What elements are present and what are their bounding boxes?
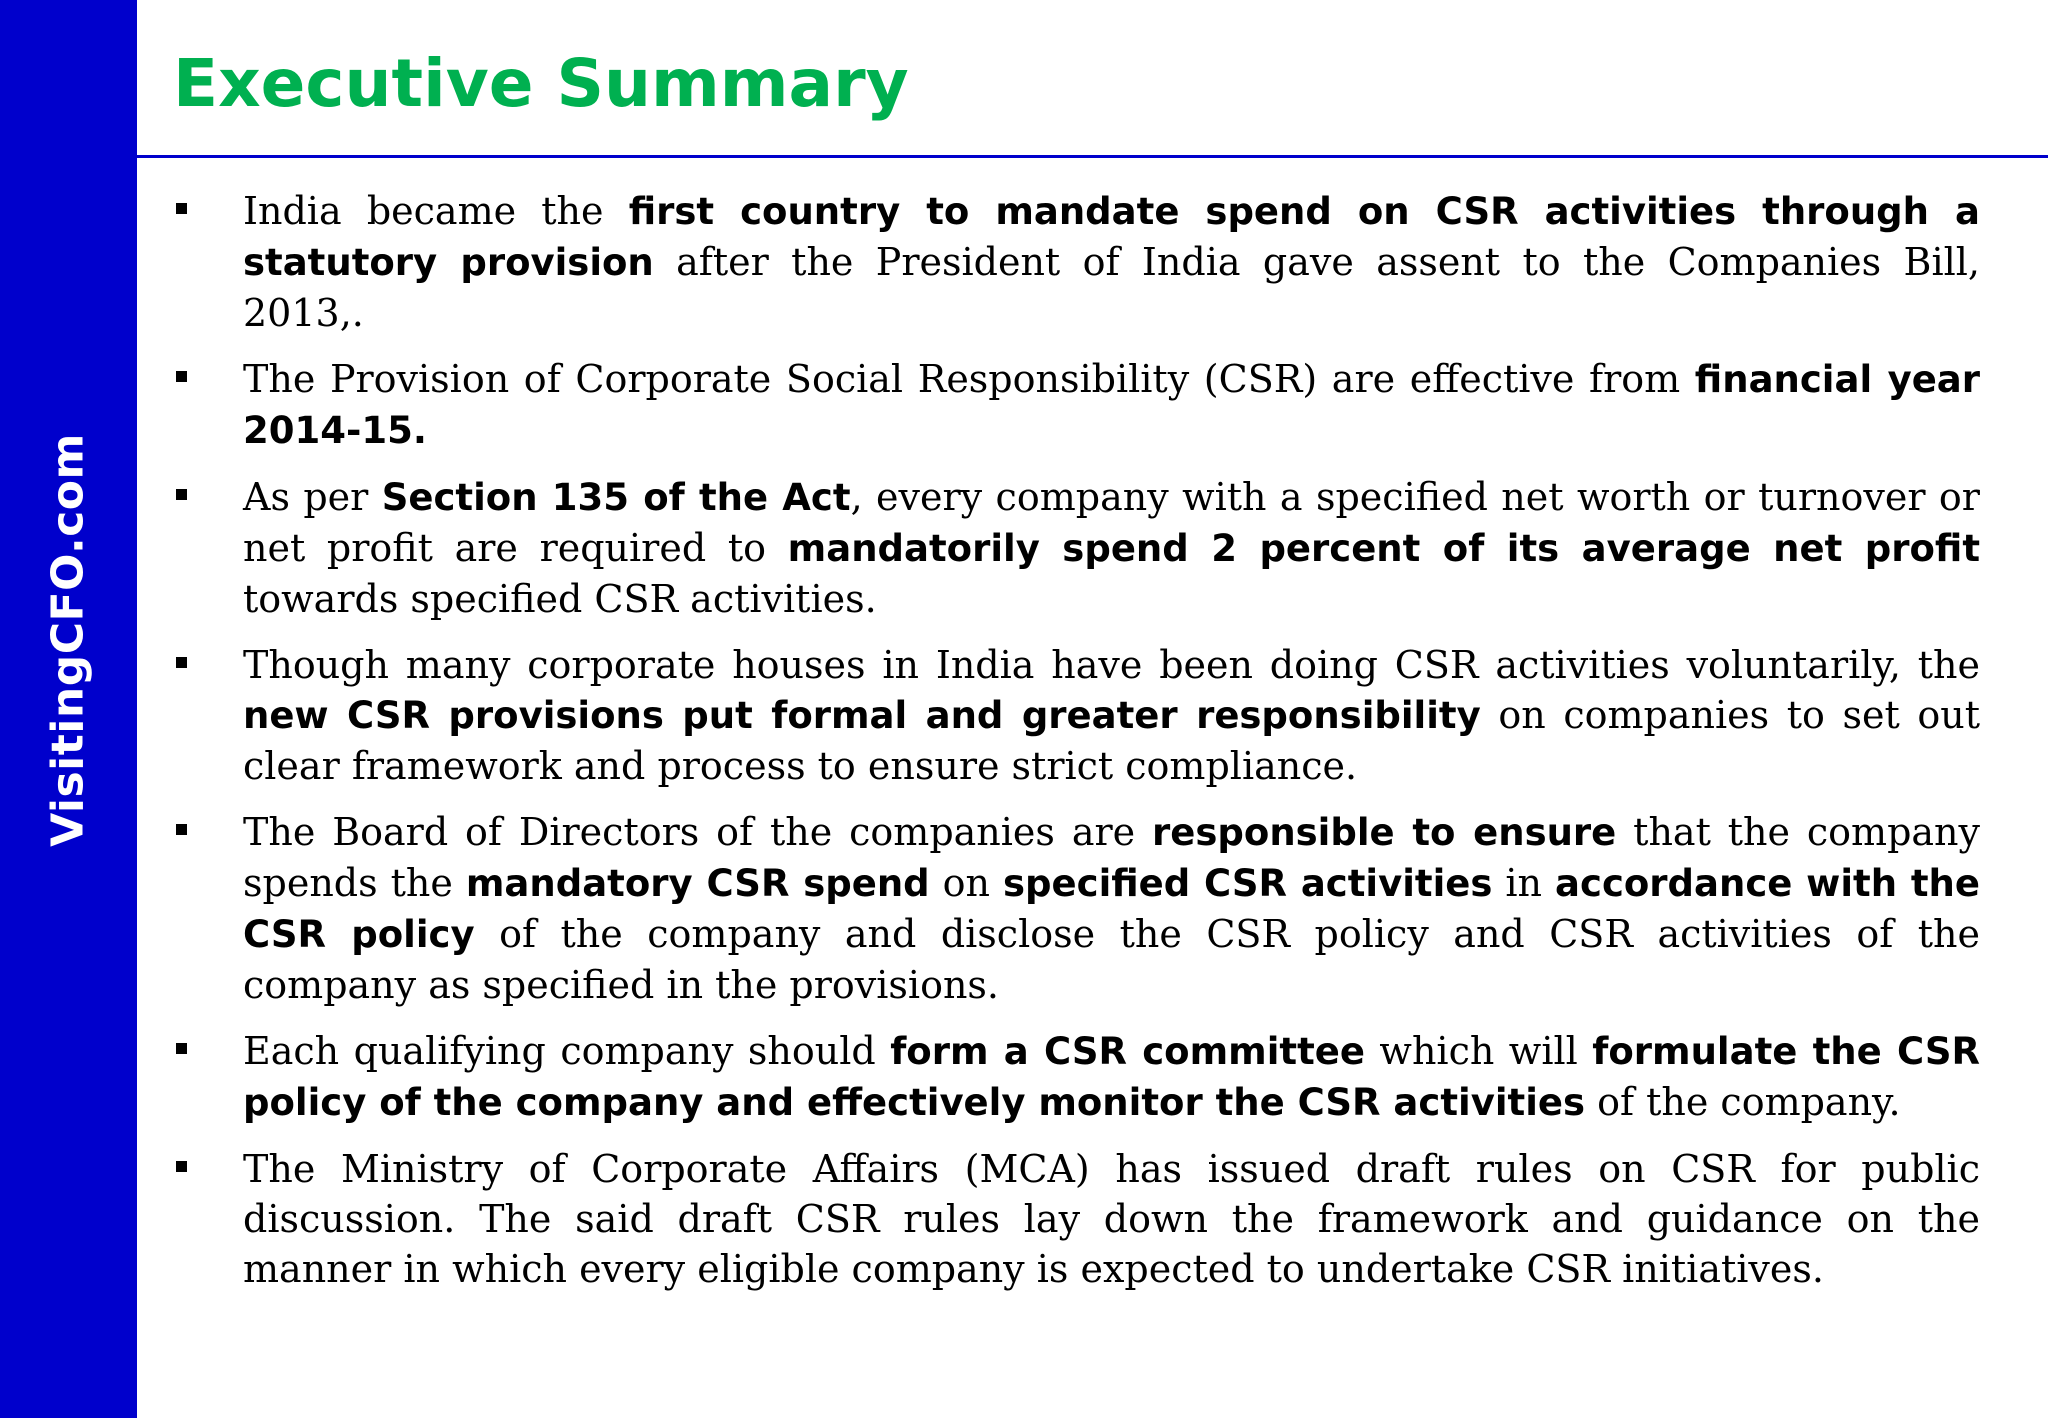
bullet-text: which will [1364,1029,1593,1073]
bullet-emphasis: first country to mandate spend on CSR activities through a statutory provision [243,190,1980,284]
bullet-text: of the company. [1585,1080,1901,1124]
title-divider [137,155,2048,158]
bullet-item [173,472,1980,624]
square-bullet-icon [176,203,187,214]
bullet-item [173,354,1980,456]
bullet-text: India became the [243,189,629,233]
bullet-text: The Board of Directors of the companies are [243,810,1153,854]
bullet-text: that the company spends the [243,810,1980,905]
bullet-text: Each qualifying company should [243,1029,891,1073]
square-bullet-icon [176,1043,187,1054]
bullet-text: towards specified CSR activities. [243,577,877,621]
bullet-item [173,1026,1980,1128]
square-bullet-icon [176,371,187,382]
bullet-text: on companies to set out clear framework and process to ensure strict compliance. [243,693,1980,788]
bullet-item [173,1144,1980,1294]
bullet-text: in [1492,861,1556,905]
bullet-item [173,186,1980,338]
bullet-text: , every company with a specified net worth or turnover or net profit are required to [243,475,1980,570]
bullet-emphasis: mandatorily spend 2 percent of its average net profit [787,527,1981,570]
page-title: Executive Summary [173,45,909,122]
bullet-emphasis: form a CSR committee [890,1030,1365,1073]
brand-text: VisitingCFO.com [42,433,94,847]
bullet-text: after the President of India gave assent to the Companies Bill, 2013,. [243,240,1980,335]
bullet-emphasis: Section 135 of the Act [381,476,851,519]
square-bullet-icon [176,1161,187,1172]
bullet-text: Though many corporate houses in India have been doing CSR activities voluntarily, the [243,643,1980,687]
sidebar [0,0,137,1418]
bullet-emphasis: mandatory CSR spend [465,862,930,905]
bullet-text: of the company and disclose the CSR policy and CSR activities of the company as specified in the provisions. [243,912,1981,1007]
bullet-emphasis: specified CSR activities [1003,862,1493,905]
bullet-text: The Provision of Corporate Social Responsibility (CSR) are effective from [243,357,1695,401]
bullet-emphasis: formulate the CSR policy of the company and effectively monitor the CSR activities [243,1030,1980,1124]
bullet-emphasis: financial year 2014-15. [243,358,1980,452]
bullet-emphasis: accordance with the CSR policy [243,862,1980,956]
bullet-list [173,186,1980,1310]
bullet-text: The Ministry of Corporate Affairs (MCA) has issued draft rules on CSR for public discussion. The said draft CSR rules lay down the framework and guidance on the manner in which every eligible company is expected to undertake CSR initiatives. [243,1147,1980,1291]
square-bullet-icon [176,489,187,500]
bullet-text: As per [243,475,382,519]
bullet-item [173,807,1980,1010]
bullet-emphasis: responsible to ensure [1152,811,1617,854]
bullet-emphasis: new CSR provisions put formal and greater responsibility [243,694,1481,737]
bullet-text: on [929,861,1004,905]
square-bullet-icon [176,824,187,835]
bullet-item [173,640,1980,791]
square-bullet-icon [176,657,187,668]
